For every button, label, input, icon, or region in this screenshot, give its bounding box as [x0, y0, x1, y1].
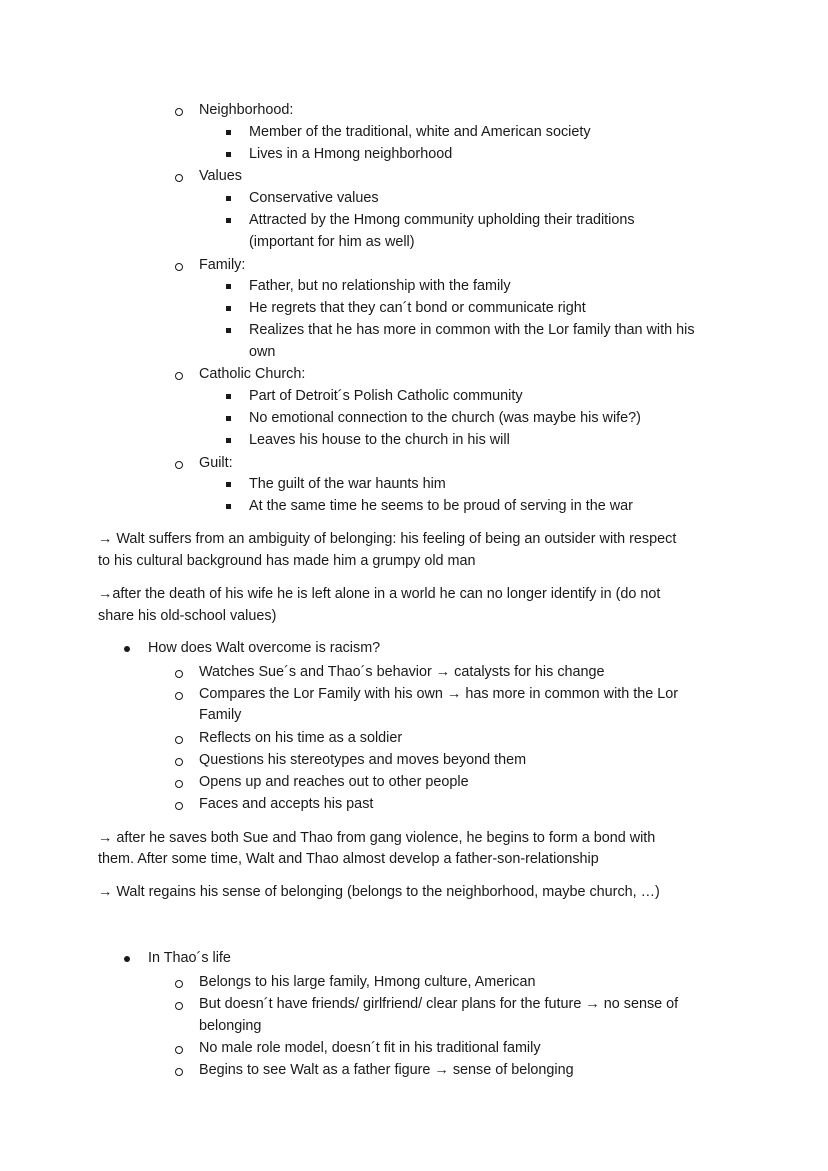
- circle-bullet-icon: [175, 670, 183, 678]
- square-bullet-icon: [226, 394, 231, 399]
- paragraph-line: to his cultural background has made him a grumpy old man: [98, 553, 476, 569]
- paragraph-line: → Walt suffers from an ambiguity of belonging: his feeling of being an outsider with respect: [98, 531, 677, 547]
- paragraph-line: them. After some time, Walt and Thao almost develop a father-son-relationship: [98, 851, 599, 867]
- circle-bullet-icon: [175, 372, 183, 380]
- circle-bullet-icon: [175, 1068, 183, 1076]
- circle-bullet-icon: [175, 108, 183, 116]
- square-bullet-icon: [226, 328, 231, 333]
- paragraph-line: share his old-school values): [98, 608, 277, 624]
- square-bullet-icon: [226, 438, 231, 443]
- paragraph-line: →after the death of his wife he is left alone in a world he can no longer identify in (do not: [98, 586, 661, 602]
- circle-bullet-icon: [175, 802, 183, 810]
- circle-bullet-icon: [175, 980, 183, 988]
- list-item: Reflects on his time as a soldier: [199, 730, 403, 746]
- list-item: But doesn´t have friends/ girlfriend/ clear plans for the future → no sense of: [199, 996, 679, 1012]
- list-item: Realizes that he has more in common with the Lor family than with his: [249, 322, 695, 338]
- square-bullet-icon: [226, 284, 231, 289]
- circle-bullet-icon: [175, 758, 183, 766]
- list-item: At the same time he seems to be proud of serving in the war: [249, 498, 633, 514]
- list-item: No emotional connection to the church (was maybe his wife?): [249, 410, 641, 426]
- list-item: Father, but no relationship with the family: [249, 278, 511, 294]
- section-heading-values: Values: [199, 168, 242, 184]
- disc-bullet-icon: [124, 956, 130, 962]
- list-item: Watches Sue´s and Thao´s behavior → catalysts for his change: [199, 664, 605, 680]
- section-heading-overcome: How does Walt overcome is racism?: [148, 640, 381, 656]
- square-bullet-icon: [226, 218, 231, 223]
- section-heading-neighborhood: Neighborhood:: [199, 102, 294, 118]
- square-bullet-icon: [226, 152, 231, 157]
- list-item: Questions his stereotypes and moves beyond them: [199, 752, 527, 768]
- list-item: He regrets that they can´t bond or communicate right: [249, 300, 586, 316]
- square-bullet-icon: [226, 130, 231, 135]
- square-bullet-icon: [226, 416, 231, 421]
- circle-bullet-icon: [175, 692, 183, 700]
- square-bullet-icon: [226, 196, 231, 201]
- list-item: Attracted by the Hmong community upholding their traditions: [249, 212, 635, 228]
- circle-bullet-icon: [175, 1046, 183, 1054]
- square-bullet-icon: [226, 504, 231, 509]
- disc-bullet-icon: [124, 646, 130, 652]
- paragraph-line: → after he saves both Sue and Thao from gang violence, he begins to form a bond with: [98, 830, 656, 846]
- list-item: Belongs to his large family, Hmong culture, American: [199, 974, 536, 990]
- circle-bullet-icon: [175, 263, 183, 271]
- section-heading-thao: In Thao´s life: [148, 950, 231, 966]
- list-item: Opens up and reaches out to other people: [199, 774, 469, 790]
- list-item: Conservative values: [249, 190, 379, 206]
- list-item: Part of Detroit´s Polish Catholic community: [249, 388, 523, 404]
- list-item-continuation: Family: [199, 707, 242, 723]
- circle-bullet-icon: [175, 736, 183, 744]
- list-item: Member of the traditional, white and American society: [249, 124, 591, 140]
- section-heading-church: Catholic Church:: [199, 366, 306, 382]
- circle-bullet-icon: [175, 1002, 183, 1010]
- list-item: Begins to see Walt as a father figure → sense of belonging: [199, 1062, 574, 1078]
- list-item: Compares the Lor Family with his own → has more in common with the Lor: [199, 686, 679, 702]
- list-item-continuation: (important for him as well): [249, 234, 415, 250]
- section-heading-family: Family:: [199, 257, 246, 273]
- circle-bullet-icon: [175, 174, 183, 182]
- square-bullet-icon: [226, 306, 231, 311]
- list-item: The guilt of the war haunts him: [249, 476, 446, 492]
- list-item-continuation: belonging: [199, 1018, 262, 1034]
- section-heading-guilt: Guilt:: [199, 455, 233, 471]
- circle-bullet-icon: [175, 461, 183, 469]
- list-item: Faces and accepts his past: [199, 796, 374, 812]
- list-item: Leaves his house to the church in his will: [249, 432, 510, 448]
- list-item-continuation: own: [249, 344, 276, 360]
- paragraph-line: → Walt regains his sense of belonging (belongs to the neighborhood, maybe church, …): [98, 884, 660, 900]
- square-bullet-icon: [226, 482, 231, 487]
- list-item: No male role model, doesn´t fit in his traditional family: [199, 1040, 541, 1056]
- list-item: Lives in a Hmong neighborhood: [249, 146, 453, 162]
- circle-bullet-icon: [175, 780, 183, 788]
